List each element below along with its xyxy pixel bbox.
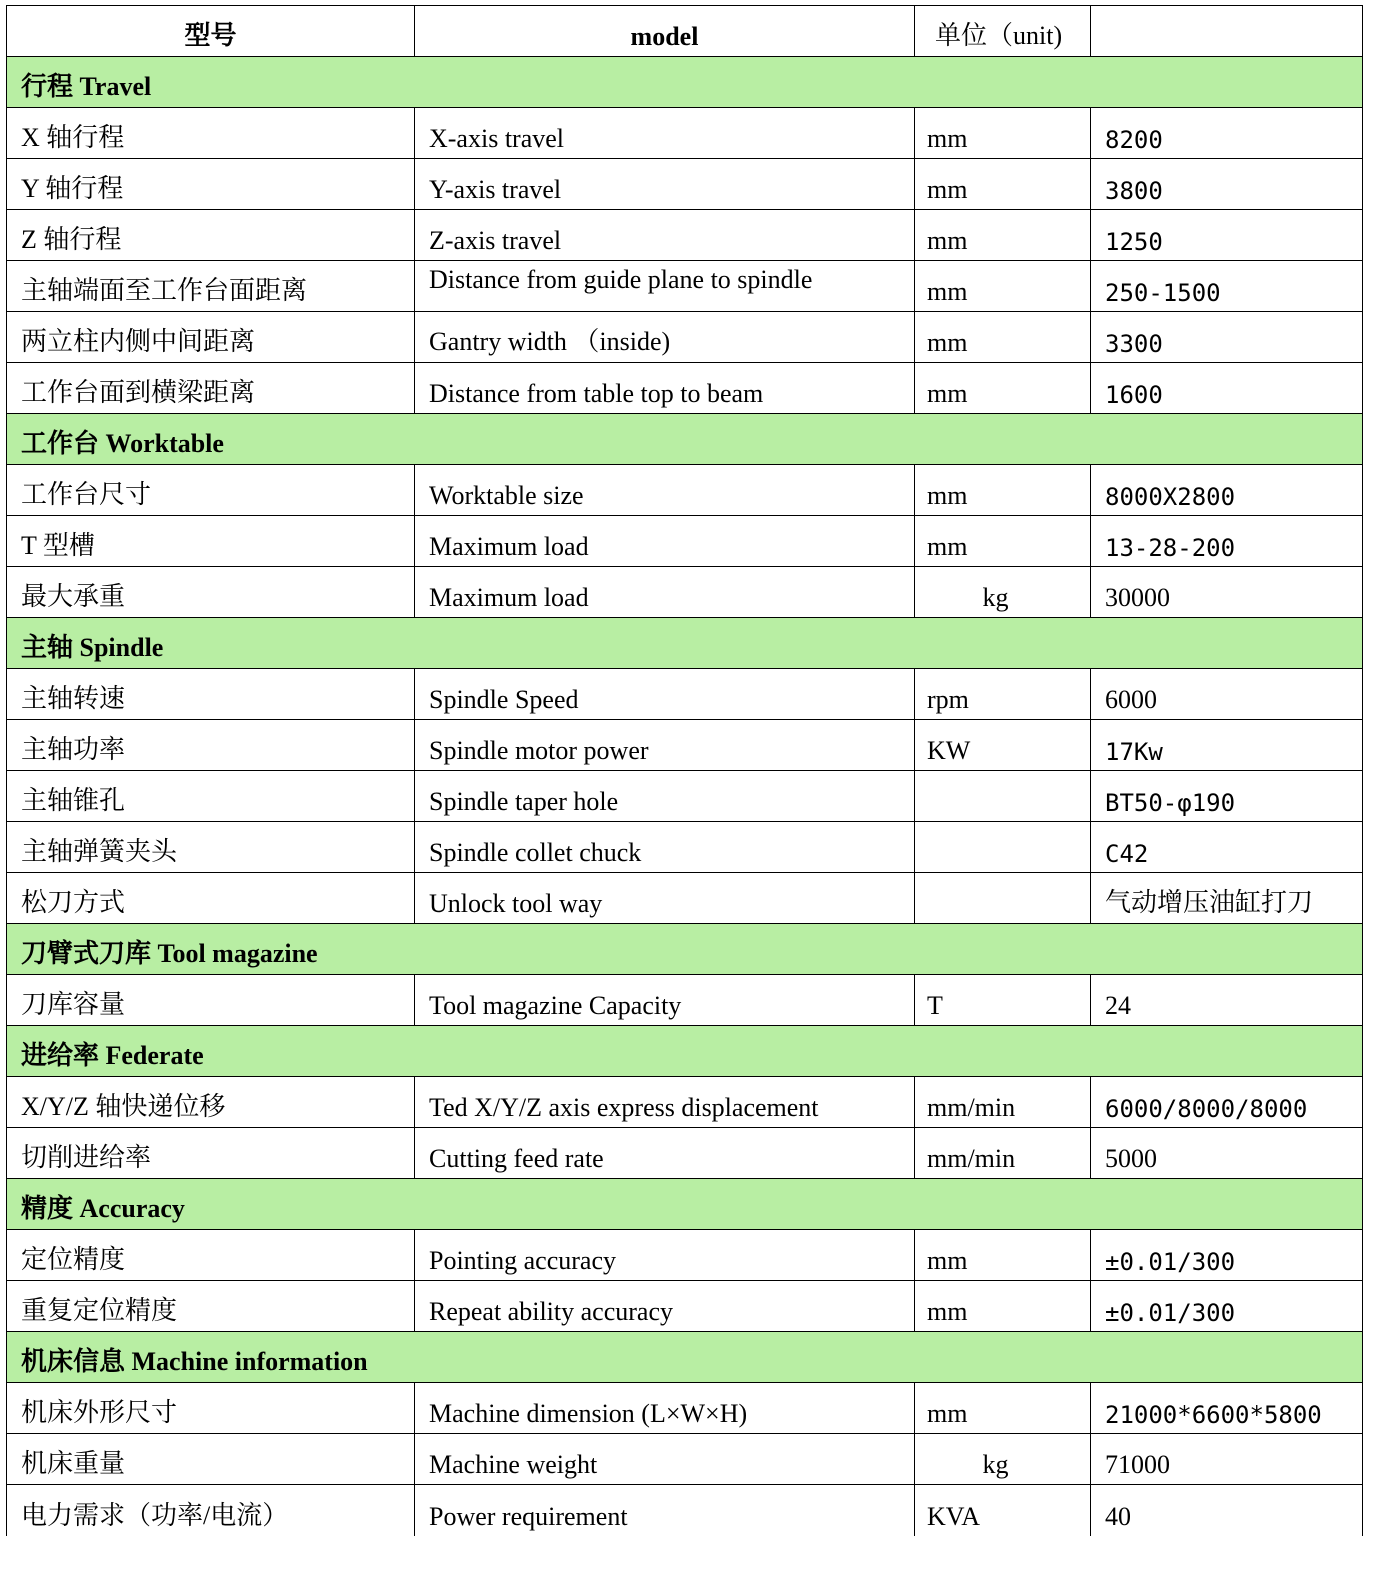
cell-unit: mm <box>915 108 1091 159</box>
cell-unit: kg <box>915 567 1091 618</box>
header-value <box>1091 6 1363 57</box>
cell-unit: mm <box>915 261 1091 312</box>
spec-body <box>7 57 1363 1536</box>
cell-value: 1250 <box>1091 210 1363 261</box>
cell-name-cn: 主轴锥孔 <box>7 771 415 822</box>
section-title: 刀臂式刀库 Tool magazine <box>7 924 1363 975</box>
cell-name-en: Maximum load <box>415 516 915 567</box>
cell-unit: mm <box>915 1383 1091 1434</box>
cell-name-cn: 最大承重 <box>7 567 415 618</box>
cell-name-cn: X 轴行程 <box>7 108 415 159</box>
section-row <box>7 414 1363 465</box>
section-row <box>7 1026 1363 1077</box>
cell-name-en: Spindle taper hole <box>415 771 915 822</box>
cell-unit: KVA <box>915 1485 1091 1536</box>
cell-unit <box>915 873 1091 924</box>
table-row <box>7 669 1363 720</box>
cell-name-cn: 主轴端面至工作台面距离 <box>7 261 415 312</box>
section-title: 精度 Accuracy <box>7 1179 1363 1230</box>
cell-name-en: Gantry width （inside) <box>415 312 915 363</box>
cell-name-en: Worktable size <box>415 465 915 516</box>
table-row <box>7 1434 1363 1485</box>
table-row <box>7 516 1363 567</box>
cell-value: 3300 <box>1091 312 1363 363</box>
cell-name-en: Spindle collet chuck <box>415 822 915 873</box>
cell-name-en: Tool magazine Capacity <box>415 975 915 1026</box>
cell-name-en: Power requirement <box>415 1485 915 1536</box>
cell-name-cn: 两立柱内侧中间距离 <box>7 312 415 363</box>
cell-value: C42 <box>1091 822 1363 873</box>
cell-name-en: Distance from guide plane to spindle <box>415 261 915 312</box>
header-model-cn: 型号 <box>7 6 415 57</box>
section-row <box>7 924 1363 975</box>
cell-unit: kg <box>915 1434 1091 1485</box>
cell-value: 6000/8000/8000 <box>1091 1077 1363 1128</box>
cell-unit: mm <box>915 516 1091 567</box>
cell-name-cn: 切削进给率 <box>7 1128 415 1179</box>
table-row <box>7 720 1363 771</box>
cell-name-cn: T 型槽 <box>7 516 415 567</box>
cell-value: 40 <box>1091 1485 1363 1536</box>
section-title: 工作台 Worktable <box>7 414 1363 465</box>
table-row <box>7 261 1363 312</box>
cell-unit <box>915 822 1091 873</box>
cell-name-cn: 刀库容量 <box>7 975 415 1026</box>
section-row <box>7 618 1363 669</box>
cell-name-cn: 重复定位精度 <box>7 1281 415 1332</box>
table-row <box>7 108 1363 159</box>
cell-unit: mm <box>915 1281 1091 1332</box>
cell-name-cn: Z 轴行程 <box>7 210 415 261</box>
cell-unit: mm <box>915 363 1091 414</box>
table-row <box>7 159 1363 210</box>
header-model-en: model <box>415 6 915 57</box>
cell-value: 8000X2800 <box>1091 465 1363 516</box>
cell-name-en: Pointing accuracy <box>415 1230 915 1281</box>
spec-table <box>6 5 1363 1536</box>
cell-value: 71000 <box>1091 1434 1363 1485</box>
cell-unit <box>915 771 1091 822</box>
cell-unit: rpm <box>915 669 1091 720</box>
section-title: 行程 Travel <box>7 57 1363 108</box>
cell-name-cn: 电力需求（功率/电流） <box>7 1485 415 1536</box>
table-row <box>7 1128 1363 1179</box>
cell-name-en: Cutting feed rate <box>415 1128 915 1179</box>
table-row <box>7 1383 1363 1434</box>
section-row <box>7 1332 1363 1383</box>
table-row <box>7 567 1363 618</box>
cell-value: 24 <box>1091 975 1363 1026</box>
cell-name-cn: 松刀方式 <box>7 873 415 924</box>
table-row <box>7 465 1363 516</box>
cell-name-en: Machine dimension (L×W×H) <box>415 1383 915 1434</box>
cell-name-en: Y-axis travel <box>415 159 915 210</box>
header-row <box>7 6 1363 57</box>
table-row <box>7 822 1363 873</box>
cell-value: 6000 <box>1091 669 1363 720</box>
section-row <box>7 1179 1363 1230</box>
cell-name-cn: 工作台尺寸 <box>7 465 415 516</box>
cell-name-cn: Y 轴行程 <box>7 159 415 210</box>
cell-value: 1600 <box>1091 363 1363 414</box>
cell-value: 气动增压油缸打刀 <box>1091 873 1363 924</box>
cell-name-cn: 主轴弹簧夹头 <box>7 822 415 873</box>
cell-name-en: Unlock tool way <box>415 873 915 924</box>
cell-value: 250-1500 <box>1091 261 1363 312</box>
cell-value: ±0.01/300 <box>1091 1230 1363 1281</box>
table-row <box>7 1281 1363 1332</box>
table-row <box>7 1077 1363 1128</box>
cell-name-cn: 主轴转速 <box>7 669 415 720</box>
cell-unit: mm <box>915 210 1091 261</box>
cell-value: 3800 <box>1091 159 1363 210</box>
cell-name-en: Machine weight <box>415 1434 915 1485</box>
table-row <box>7 363 1363 414</box>
cell-name-en: Spindle motor power <box>415 720 915 771</box>
cell-unit: mm <box>915 312 1091 363</box>
cell-name-en: Repeat ability accuracy <box>415 1281 915 1332</box>
cell-name-en: Ted X/Y/Z axis express displacement <box>415 1077 915 1128</box>
cell-value: BT50-φ190 <box>1091 771 1363 822</box>
table-row <box>7 312 1363 363</box>
section-title: 主轴 Spindle <box>7 618 1363 669</box>
cell-unit: mm/min <box>915 1128 1091 1179</box>
cell-unit: mm/min <box>915 1077 1091 1128</box>
cell-name-cn: 定位精度 <box>7 1230 415 1281</box>
table-row <box>7 975 1363 1026</box>
cell-name-en: Z-axis travel <box>415 210 915 261</box>
cell-value: ±0.01/300 <box>1091 1281 1363 1332</box>
table-row <box>7 771 1363 822</box>
cell-name-en: Maximum load <box>415 567 915 618</box>
cell-name-en: X-axis travel <box>415 108 915 159</box>
cell-name-cn: 工作台面到横梁距离 <box>7 363 415 414</box>
cell-name-cn: X/Y/Z 轴快递位移 <box>7 1077 415 1128</box>
cell-name-en: Spindle Speed <box>415 669 915 720</box>
cell-unit: mm <box>915 159 1091 210</box>
header-unit: 单位（unit) <box>915 6 1091 57</box>
cell-value: 5000 <box>1091 1128 1363 1179</box>
table-row <box>7 873 1363 924</box>
cell-unit: KW <box>915 720 1091 771</box>
table-row <box>7 1485 1363 1536</box>
cell-value: 8200 <box>1091 108 1363 159</box>
cell-value: 30000 <box>1091 567 1363 618</box>
section-title: 机床信息 Machine information <box>7 1332 1363 1383</box>
cell-name-en: Distance from table top to beam <box>415 363 915 414</box>
cell-unit: T <box>915 975 1091 1026</box>
section-row <box>7 57 1363 108</box>
cell-value: 21000*6600*5800 <box>1091 1383 1363 1434</box>
cell-name-cn: 主轴功率 <box>7 720 415 771</box>
cell-unit: mm <box>915 465 1091 516</box>
table-row <box>7 1230 1363 1281</box>
cell-name-cn: 机床重量 <box>7 1434 415 1485</box>
table-row <box>7 210 1363 261</box>
cell-unit: mm <box>915 1230 1091 1281</box>
section-title: 进给率 Federate <box>7 1026 1363 1077</box>
cell-value: 13-28-200 <box>1091 516 1363 567</box>
cell-name-cn: 机床外形尺寸 <box>7 1383 415 1434</box>
cell-value: 17Kw <box>1091 720 1363 771</box>
